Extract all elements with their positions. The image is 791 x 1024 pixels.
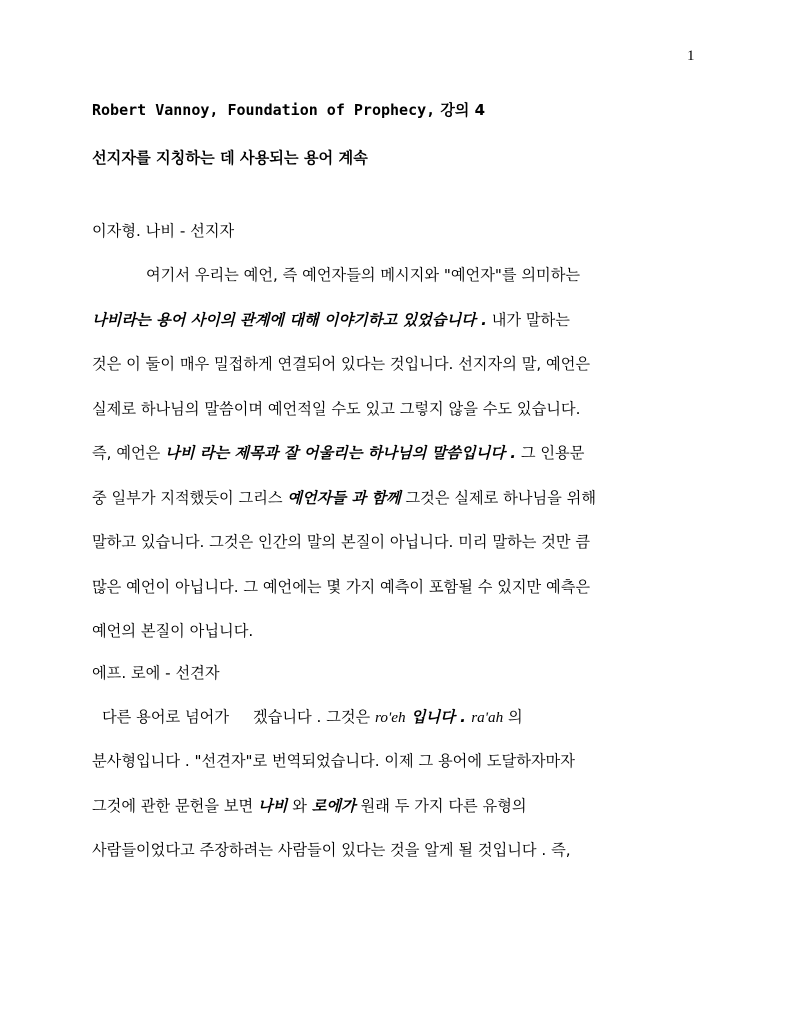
paragraph-1-line-7: 말하고 있습니다. 그것은 인간의 말의 본질이 아닙니다. 미리 말하는 것만 큼: [92, 533, 591, 551]
title-lecture-number: 강의 4: [440, 101, 486, 119]
italic-text: 예언자들 과 함께: [287, 489, 401, 507]
title-english: Robert Vannoy, Foundation of Prophecy,: [92, 101, 436, 119]
paragraph-1-line-6: [92, 488, 596, 508]
section-heading-nabi: 이자형. 나비 - 선지자: [92, 222, 235, 240]
text-segment: 겠습니다 . 그것은: [253, 708, 376, 726]
text-segment: 원래 두 가지 다른 유형의: [355, 797, 527, 815]
text-segment: 와: [287, 797, 312, 815]
italic-text: 나비: [258, 797, 288, 815]
paragraph-1-line-8: 많은 예언이 아닙니다. 그 예언에는 몇 가지 예측이 포함될 수 있지만 예측은: [92, 578, 591, 596]
text-segment: 그것에 관한 문헌을 보면: [92, 797, 259, 815]
term-raah: ra'ah: [471, 709, 504, 726]
italic-text: 로에가: [311, 797, 356, 815]
text-segment: 그것은 실제로 하나님을 위해: [400, 489, 597, 507]
text-segment: 그 인용문: [516, 444, 585, 462]
paragraph-2-line-1: [102, 707, 523, 728]
term-roeh: ro'eh: [375, 709, 406, 726]
italic-text: 나비 라는 제목과 잘 어울리는 하나님의 말씀입니다 .: [165, 444, 517, 462]
paragraph-2-line-4: 사람들이었다고 주장하려는 사람들이 있다는 것을 알게 될 것입니다 . 즉,: [92, 841, 571, 859]
paragraph-1-line-3: 것은 이 둘이 매우 밀접하게 연결되어 있다는 것입니다. 선지자의 말, 예언은: [92, 355, 591, 373]
paragraph-1-line-9: 예언의 본질이 아닙니다.: [92, 622, 254, 640]
text-segment: 입니다 .: [405, 708, 472, 726]
paragraph-1-line-2: [92, 310, 570, 330]
paragraph-1-line-5: [92, 443, 584, 463]
page-number: 1: [687, 48, 695, 64]
text-segment: 중 일부가 지적했듯이 그리스: [92, 489, 288, 507]
paragraph-2-line-2: 분사형입니다 . "선견자"로 번역되었습니다. 이제 그 용어에 도달하자마자: [92, 752, 575, 770]
italic-text: 나비라는 용어 사이의 관계에 대해 이야기하고 있었습니다 .: [92, 311, 487, 329]
text-segment: 의: [503, 708, 523, 726]
page-subtitle: 선지자를 지칭하는 데 사용되는 용어 계속: [92, 149, 368, 167]
text-segment: 다른 용어로 넘어가: [102, 708, 230, 726]
page-title: [92, 100, 485, 120]
text-segment: 내가 말하는: [486, 311, 570, 329]
paragraph-2-line-3: [92, 796, 527, 816]
paragraph-1-line-1: 여기서 우리는 예언, 즉 예언자들의 메시지와 "예언자"를 의미하는: [146, 266, 581, 284]
section-heading-roeh: 에프. 로에 - 선견자: [92, 664, 220, 682]
paragraph-1-line-4: 실제로 하나님의 말씀이며 예언적일 수도 있고 그렇지 않을 수도 있습니다.: [92, 400, 581, 418]
text-segment: 즉, 예언은: [92, 444, 166, 462]
